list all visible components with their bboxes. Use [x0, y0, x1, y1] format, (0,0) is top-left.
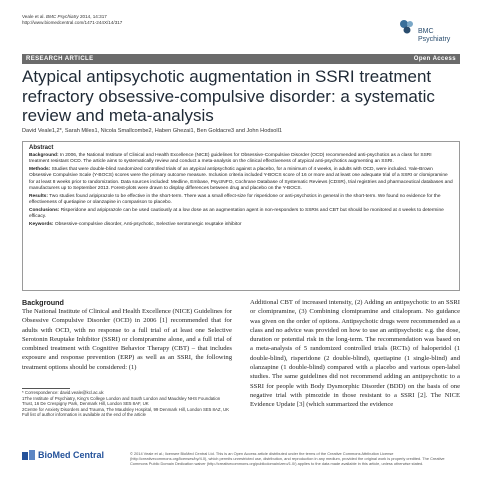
keywords-label: Keywords: [29, 222, 54, 228]
conclusions-label: Conclusions: [29, 208, 60, 214]
author-info-note: Full list of author information is available at the end of the article [22, 412, 146, 418]
publisher-name: BioMed Central [38, 450, 105, 460]
open-access-label: Open Access [413, 56, 456, 62]
abstract-box [22, 141, 460, 291]
body-left-column [22, 298, 232, 372]
article-type: RESEARCH ARTICLE [26, 56, 94, 62]
logo-line2: Psychiatry [418, 36, 451, 43]
background-label: Background: [29, 153, 59, 158]
body-right-column [250, 298, 460, 410]
biomed-central-icon [22, 450, 36, 462]
abstract-conclusions [29, 208, 453, 220]
logo-line1: BMC [418, 28, 434, 35]
citation-authors: Veale et al. [22, 14, 45, 19]
affiliation-2: 2Centre for Anxiety Disorders and Trauma, The Maudsley Hospital, 99 Denmark Hill, London SE5 8AZ, UK [22, 406, 230, 412]
article-title: Atypical antipsychotic augmentation in SSRI treatment refractory obsessive-compulsive disorder: a systematic review and meta-analysis [22, 67, 435, 125]
abstract-heading: Abstract [29, 145, 54, 151]
body-paragraph-right: Additional CBT of increased intensity, (2) Adding an antipsychotic to an SSRI or clomipramine, (3) Combining clomipramine and citalopram. No guidance was given on the order of options. Antipsychotic drugs were recommended as a class and no advice was provided on how to use an antipsychotic e.g. the dose, duration or potential risk in the long-term. The recommendation was based on a meta-analysis of 5 randomized controlled trials (RCTs) of haloperidol (1 double-blind), risperidone (2 double-blind), quetiapine (1 single-blind) and olanzapine (1 double-blind) compared with a placebo and various open-label studies. The same guidelines did not recommend adding an antipsychotic to a SSRI for people with Body Dysmorphic Disorder (BDD) on the basis of one negative trial with pimozide in those resistant to a SSRI [2]. The NICE Evidence Update [3] (which summarized the evidence [250, 299, 460, 409]
abstract-methods [29, 167, 453, 192]
abstract-keywords [29, 222, 453, 228]
citation-volume: 2014, 14:317 [78, 14, 107, 19]
results-label: Results: [29, 193, 48, 199]
abstract-results [29, 194, 453, 206]
bmc-circles-icon [398, 18, 416, 36]
results-text: Two studies found aripiprazole to be effective in the short-term. There was a small effect-size for risperidone or anti-psychotics in general in the short-term. We found no evidence for the effectiveness of quetiapine or olanzapine in comparison to placebo. [29, 193, 441, 206]
correspondence-note: * Correspondence: david.veale@kcl.ac.uk [22, 390, 104, 395]
publisher-logo [22, 450, 122, 464]
affiliation-1: 1The Institute of Psychiatry, King's College London and South London and Maudsley NHS Foundation Trust, 16 De Crespigny Park, Denmark Hill, London SE5 8AF, UK [22, 395, 221, 407]
journal-logo [398, 18, 460, 58]
background-text: In 2006, the National Institute of Clinical and Health Excellence (NICE) guidelines for Obsessive-Compulsive Disorder (OCD) recommended anti-psychotics as a class for SSRI treatment resistant OCD. The article aims to systematically review and conduct a meta-analysis on the clinical effectiveness of atypical anti-psychotics augmenting an SSRI. [29, 153, 432, 165]
section-heading: Background [22, 298, 64, 307]
author-list: David Veale1,2*, Sarah Miles1, Nicola Smallcombe2, Haben Ghezai1, Ben Goldacre3 and John Hodsoll1 [22, 128, 282, 134]
footnote-divider [22, 388, 70, 389]
article-type-band [22, 54, 460, 64]
footnotes [22, 390, 232, 418]
keywords-text: Obsessive-compulsive disorder, Anti-psychotic, Selective serotonergic reuptake inhibitor [53, 222, 242, 228]
citation-journal: BMC Psychiatry [46, 14, 79, 19]
license-text: © 2014 Veale et al.; licensee BioMed Central Ltd. This is an Open Access article distributed under the terms of the Creative Commons Attribution License (http://creativecommons.org/licenses/by/4.0), which permits unrestricted use, distribution, and reproduction in any medium, provided the original work is properly credited. The Creative Commons Public Domain Dedication waiver (http://creativecommons.org/publicdomain/zero/1.0/) applies to the data made available in this article, unless otherwise stated. [130, 451, 445, 466]
article-url[interactable]: http://www.biomedcentral.com/1471-244X/14/317 [22, 20, 123, 25]
body-paragraph-left: The National Institute of Clinical and Health Excellence (NICE) Guidelines for Obsessive Compulsive Disorder (OCD) in 2006 [1] recommended that for adults with OCD, with no response to a full trial of at least one Selective Serotonin Reuptake Inhibitor (SSRI) or clomipramine alone, and a full trial of combined treatment with Cognitive Behavior Therapy (CBT) – that includes exposure and response prevention (ERP) as well as an SSRI, the following treatment options should be considered: (1) [22, 308, 232, 371]
abstract-background [29, 153, 453, 165]
methods-text: Studies that were double-blind randomized controlled trials of an atypical antipsychotic against a placebo, for a minimum of 4 weeks, in adults with OCD, were included. Yale-Brown Obsessive Compulsive Scale (Y-BOCS) scores were the primary outcome measure. Inclusion criteria included Y-BOCS score of 16 or more and at least one adequate trial of a SSRI or clomipramine for at least 8 weeks prior to randomization. Data sources included: Medline, Embase, PsycINFO, Cochrane Database of Systematic Reviews (CDSR), trial registries and pharmaceutical databases and manufacturers up to September 2013. Forest-plots were drawn to display differences between drug and placebo on the Y-BOCS. [29, 167, 453, 191]
conclusions-text: Risperidone and aripiprazole can be used cautiously at a low dose as an augmentation agent in non-responders to SSRIs and CBT but should be monitored at 4 weeks to determine efficacy. [29, 208, 444, 220]
citation-header [22, 14, 122, 26]
methods-label: Methods: [29, 167, 51, 173]
